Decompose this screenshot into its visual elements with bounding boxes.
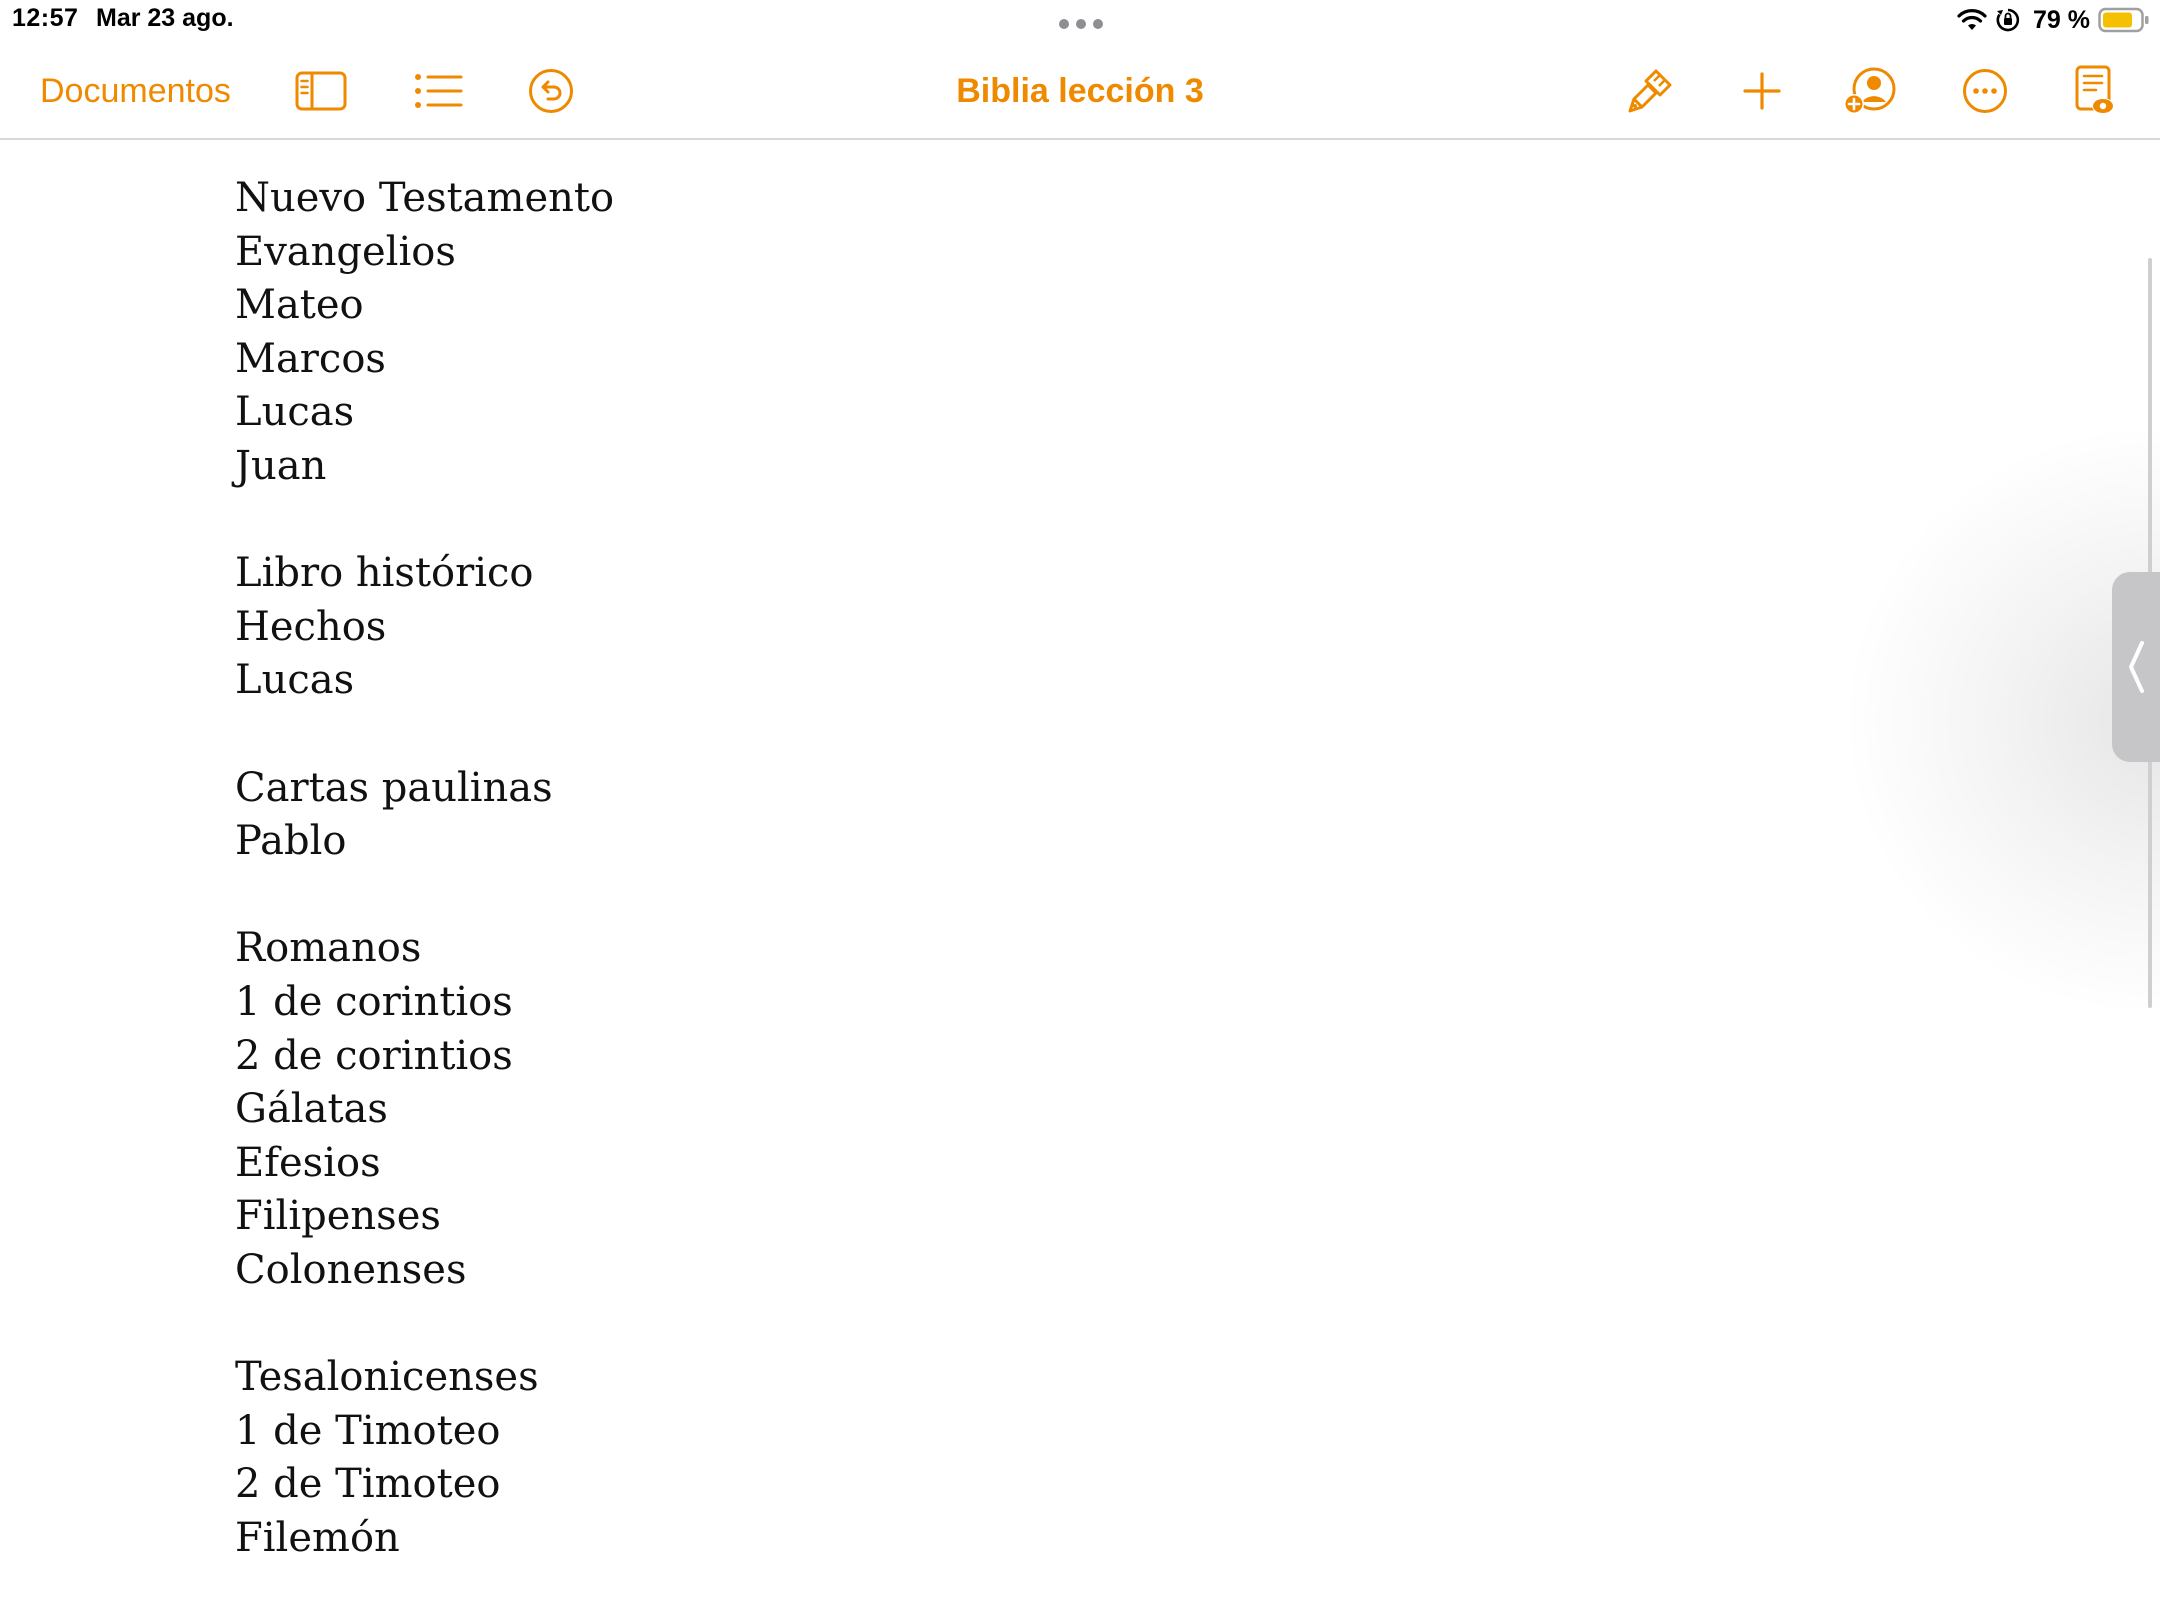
document-line: 2 de corintios [235, 1032, 513, 1079]
sidebar-icon [295, 71, 347, 111]
format-brush-icon [1626, 67, 1674, 115]
more-button[interactable] [1960, 44, 2010, 138]
document-line: Cartas paulinas [235, 764, 553, 811]
document-line: Lucas [235, 657, 355, 704]
add-button[interactable] [1740, 44, 1784, 138]
status-time: 12:57 [12, 4, 79, 32]
undo-button[interactable] [526, 44, 576, 138]
document-title[interactable]: Biblia lección 3 [956, 71, 1204, 110]
orientation-lock-icon [1995, 7, 2021, 33]
list-icon [414, 72, 464, 110]
blank-line [235, 708, 614, 762]
status-indicators [1957, 4, 2150, 36]
add-icon [1742, 71, 1782, 111]
blank-line [235, 869, 614, 923]
document-line: Lucas [235, 389, 355, 436]
document-line: 1 de Timoteo [235, 1407, 501, 1454]
document-line: 1 de corintios [235, 978, 513, 1025]
reading-view-button[interactable] [2072, 44, 2118, 138]
document-line: Romanos [235, 925, 422, 972]
document-line: Pablo [235, 818, 347, 865]
collaborate-icon [1843, 66, 1897, 116]
document-line: Juan [235, 442, 327, 489]
side-panel-tab[interactable] [2112, 572, 2160, 762]
status-date: Mar 23 ago. [96, 4, 234, 32]
blank-line [235, 494, 614, 548]
chevron-left-icon [2126, 639, 2146, 695]
outline-list-button[interactable] [410, 44, 468, 138]
document-line: Tesalonicenses [235, 1354, 539, 1401]
collaborate-button[interactable] [1842, 44, 1898, 138]
toolbar [0, 44, 2160, 140]
sidebar-button[interactable] [292, 44, 350, 138]
more-icon [1962, 68, 2008, 114]
reading-view-icon [2074, 65, 2116, 117]
document-line: Evangelios [235, 228, 456, 275]
document-line: Filipenses [235, 1193, 441, 1240]
multitasking-dots-icon[interactable] [1058, 18, 1104, 30]
document-line: Filemón [235, 1514, 400, 1561]
document-body[interactable] [235, 172, 614, 1565]
battery-percentage: 79 % [2033, 5, 2090, 34]
blank-line [235, 1297, 614, 1351]
document-line: Nuevo Testamento [235, 175, 615, 221]
document-line: Efesios [235, 1139, 381, 1186]
wifi-icon [1957, 8, 1987, 32]
format-button[interactable] [1624, 44, 1676, 138]
document-line: Marcos [235, 335, 386, 382]
document-line: Gálatas [235, 1086, 388, 1133]
document-line: Libro histórico [235, 550, 534, 597]
document-line: Colonenses [235, 1246, 467, 1293]
battery-icon [2098, 7, 2150, 33]
undo-icon [528, 68, 574, 114]
document-line: Hechos [235, 603, 387, 650]
documents-button[interactable]: Documentos [40, 71, 231, 110]
document-line: 2 de Timoteo [235, 1461, 501, 1508]
status-bar [0, 0, 2160, 44]
document-line: Mateo [235, 282, 364, 329]
